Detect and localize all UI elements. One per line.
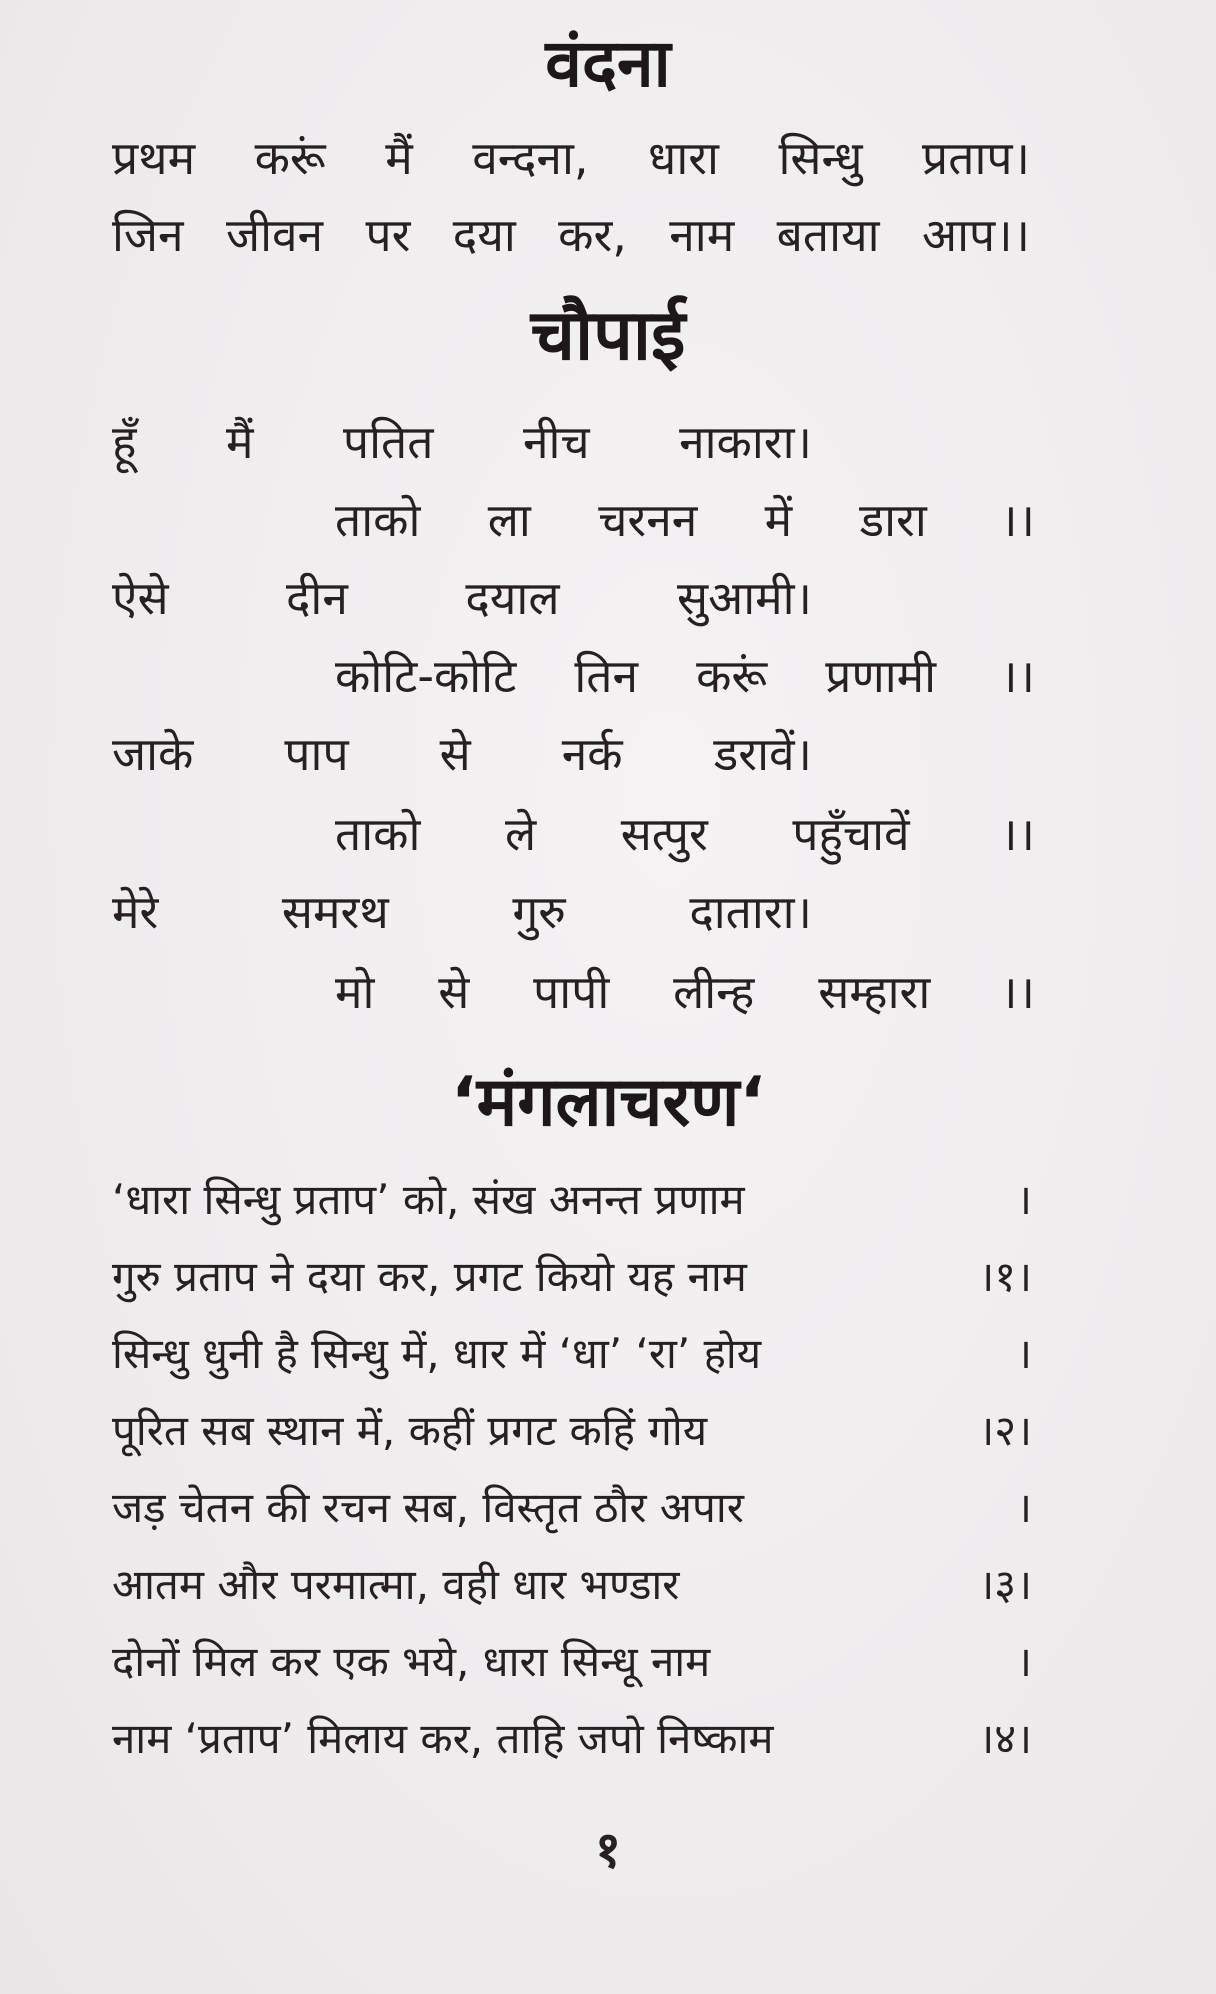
word: आप।। — [921, 208, 1030, 262]
word: पतित — [342, 415, 434, 469]
mangalacharan-heading: ‘मंगलाचरण‘ — [450, 1063, 766, 1142]
chaupai-line-4a — [112, 882, 812, 942]
mangalacharan-line-3 — [112, 1324, 1032, 1384]
word: मो — [335, 965, 375, 1019]
word: मैं — [225, 415, 254, 469]
double-danda: ।। — [1000, 493, 1035, 547]
mangalacharan-line-6 — [112, 1555, 1032, 1615]
word: बताया — [776, 208, 880, 262]
chaupai-line-4b — [335, 962, 1035, 1022]
word: जाके — [112, 727, 194, 781]
word: डरावें। — [713, 727, 812, 781]
double-danda: ।। — [1000, 965, 1035, 1019]
verse-text: ‘धारा सिन्धु प्रताप’ को, संख अनन्त प्रणाम — [112, 1175, 745, 1224]
word: दातारा। — [689, 885, 812, 939]
verse-number: ।३। — [978, 1560, 1032, 1609]
page-number: १ — [595, 1821, 621, 1879]
word: चरनन — [598, 493, 698, 547]
word: जिन — [112, 208, 184, 262]
word: सम्हारा — [818, 965, 931, 1019]
double-danda: ।। — [1000, 649, 1035, 703]
word: सुआमी। — [677, 571, 812, 625]
double-danda: ।। — [1000, 807, 1035, 861]
mangalacharan-line-5 — [112, 1478, 1032, 1538]
word: तिन — [574, 649, 639, 703]
word: ला — [487, 493, 531, 547]
word: ऐसे — [112, 571, 169, 625]
chaupai-line-3a — [112, 724, 812, 784]
verse-text: नाम ‘प्रताप’ मिलाय कर, ताहि जपो निष्काम — [112, 1714, 774, 1763]
word: ताको — [335, 807, 421, 861]
word: प्रताप। — [922, 131, 1030, 185]
word: से — [439, 727, 471, 781]
word: पाप — [284, 727, 349, 781]
chaupai-heading: चौपाई — [530, 294, 686, 376]
word: सिन्धु — [778, 131, 863, 185]
word: दीन — [286, 571, 348, 625]
word: समरथ — [281, 885, 389, 939]
vandana-line-1 — [112, 128, 1030, 188]
word: ले — [504, 807, 537, 861]
word: कोटि-कोटि — [335, 649, 517, 703]
word: जीवन — [225, 208, 324, 262]
verse-number: । — [1016, 1329, 1032, 1378]
verse-number: । — [1016, 1637, 1032, 1686]
word: करूं — [254, 131, 326, 185]
mangalacharan-line-4 — [112, 1401, 1032, 1461]
word: नीच — [522, 415, 590, 469]
mangalacharan-line-2 — [112, 1247, 1032, 1307]
verse-text: जड़ चेतन की रचन सब, विस्तृत ठौर अपार — [112, 1483, 744, 1532]
word: डारा — [859, 493, 927, 547]
word: पहुँचावें — [792, 807, 910, 861]
verse-number: । — [1016, 1483, 1032, 1532]
chaupai-line-1a — [112, 412, 812, 472]
word: नर्क — [561, 727, 623, 781]
word: कर, — [558, 208, 627, 262]
verse-text: दोनों मिल कर एक भये, धारा सिन्धू नाम — [112, 1637, 711, 1686]
word: करूं — [696, 649, 768, 703]
chaupai-line-1b — [335, 490, 1035, 550]
vandana-line-2 — [112, 205, 1030, 265]
word: पर — [365, 208, 411, 262]
chaupai-line-2a — [112, 568, 812, 628]
word: प्रणामी — [825, 649, 937, 703]
word: मेरे — [112, 885, 159, 939]
chaupai-line-2b — [335, 646, 1035, 706]
verse-text: सिन्धु धुनी है सिन्धु में, धार में ‘धा’ ‘रा’ होय — [112, 1329, 762, 1378]
word: दयाल — [465, 571, 560, 625]
word: नाकारा। — [679, 415, 812, 469]
word: धारा — [648, 131, 719, 185]
verse-text: गुरु प्रताप ने दया कर, प्रगट कियो यह नाम — [112, 1252, 747, 1301]
word: पापी — [533, 965, 610, 1019]
mangalacharan-line-8 — [112, 1709, 1032, 1769]
word: लीन्ह — [673, 965, 755, 1019]
word: दया — [452, 208, 516, 262]
verse-number: ।१। — [978, 1252, 1032, 1301]
word: प्रथम — [112, 131, 196, 185]
word: सत्पुर — [620, 807, 708, 861]
mangalacharan-line-7 — [112, 1632, 1032, 1692]
verse-number: । — [1016, 1175, 1032, 1224]
verse-text: पूरित सब स्थान में, कहीं प्रगट कहिं गोय — [112, 1406, 708, 1455]
word: ताको — [335, 493, 421, 547]
word: गुरु — [512, 885, 566, 939]
chaupai-line-3b — [335, 804, 1035, 864]
verse-text: आतम और परमात्मा, वही धार भण्डार — [112, 1560, 680, 1609]
vandana-heading: वंदना — [545, 25, 671, 102]
word: से — [438, 965, 470, 1019]
word: नाम — [669, 208, 735, 262]
verse-number: ।२। — [978, 1406, 1032, 1455]
verse-number: ।४। — [978, 1714, 1032, 1763]
word: मैं — [385, 131, 413, 185]
word: हूँ — [112, 415, 137, 469]
mangalacharan-line-1 — [112, 1170, 1032, 1230]
word: में — [764, 493, 793, 547]
word: वन्दना, — [472, 131, 589, 185]
